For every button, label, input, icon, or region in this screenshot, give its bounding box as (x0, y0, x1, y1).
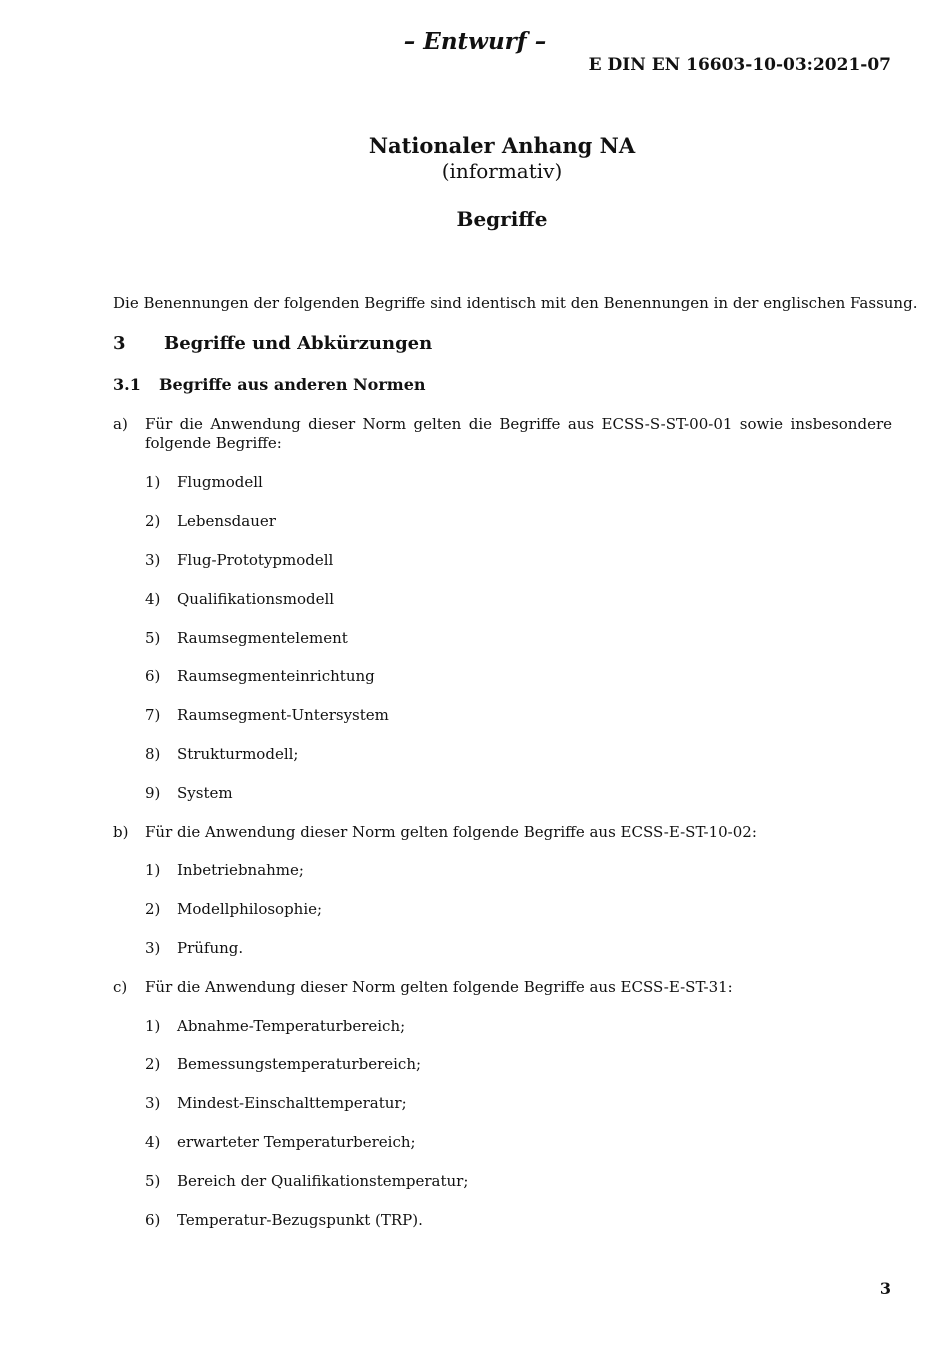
list-item: Strukturmodell; (177, 745, 299, 763)
list-item: Modellphilosophie; (177, 900, 323, 918)
group-marker: c) (113, 978, 128, 996)
document-id: E DIN EN 16603-10-03:2021-07 (588, 55, 891, 75)
list-item: Flug-Prototypmodell (177, 551, 334, 569)
list-item: Bemessungstemperaturbereich; (177, 1055, 422, 1073)
list-item: Flugmodell (177, 473, 263, 491)
group-marker: a) (113, 415, 128, 433)
list-item: Temperatur-Bezugspunkt (TRP). (177, 1211, 423, 1229)
list-item-marker: 2) (145, 512, 161, 530)
list-item: Inbetriebnahme; (177, 861, 304, 879)
list-item: Raumsegment-Untersystem (177, 706, 389, 724)
list-item-marker: 1) (145, 473, 161, 491)
list-item: erwarteter Temperaturbereich; (177, 1133, 416, 1151)
list-item: Raumsegmentelement (177, 629, 348, 647)
draft-label: – Entwurf – (403, 28, 547, 55)
list-item-marker: 1) (145, 1017, 161, 1035)
section-title: Begriffe und Abkürzungen (164, 333, 433, 354)
list-item: Abnahme-Temperaturbereich; (177, 1017, 406, 1035)
list-item-marker: 5) (145, 629, 161, 647)
list-item-marker: 7) (145, 706, 161, 724)
section-number: 3 (113, 333, 126, 354)
list-item-marker: 2) (145, 1055, 161, 1073)
list-item: System (177, 784, 233, 802)
subsection-title: Begriffe aus anderen Normen (159, 375, 426, 394)
list-item: Lebensdauer (177, 512, 276, 530)
list-item-marker: 8) (145, 745, 161, 763)
list-item-marker: 3) (145, 939, 161, 957)
page-number: 3 (879, 1279, 891, 1298)
list-item: Bereich der Qualifikationstemperatur; (177, 1172, 469, 1190)
list-item-marker: 1) (145, 861, 161, 879)
intro-text: Die Benennungen der folgenden Begriffe sind identisch mit den Benennungen in der englischen Fassung. (113, 294, 918, 312)
list-item-marker: 6) (145, 1211, 161, 1229)
annex-title: Nationaler Anhang NA (368, 133, 636, 158)
list-item-marker: 4) (145, 1133, 161, 1151)
group-text: Für die Anwendung dieser Norm gelten die Begriffe aus ECSS-S-ST-00-01 sowie insbesondere folgende Begriffe: (145, 415, 892, 452)
list-item-marker: 3) (145, 1094, 161, 1112)
list-item: Qualifikationsmodell (177, 590, 335, 608)
list-item-marker: 4) (145, 590, 161, 608)
list-item-marker: 6) (145, 667, 161, 685)
annex-subtitle: (informativ) (441, 159, 563, 183)
list-item: Raumsegmenteinrichtung (177, 667, 375, 685)
list-item-marker: 3) (145, 551, 161, 569)
list-item: Mindest-Einschalttemperatur; (177, 1094, 407, 1112)
list-item-marker: 5) (145, 1172, 161, 1190)
group-text: Für die Anwendung dieser Norm gelten folgende Begriffe aus ECSS-E-ST-31: (145, 978, 733, 996)
list-item-marker: 9) (145, 784, 161, 802)
subsection-number: 3.1 (113, 375, 141, 394)
group-text: Für die Anwendung dieser Norm gelten folgende Begriffe aus ECSS-E-ST-10-02: (145, 823, 757, 841)
annex-heading: Begriffe (456, 207, 548, 231)
list-item: Prüfung. (177, 939, 244, 957)
list-item-marker: 2) (145, 900, 161, 918)
group-marker: b) (113, 823, 129, 841)
